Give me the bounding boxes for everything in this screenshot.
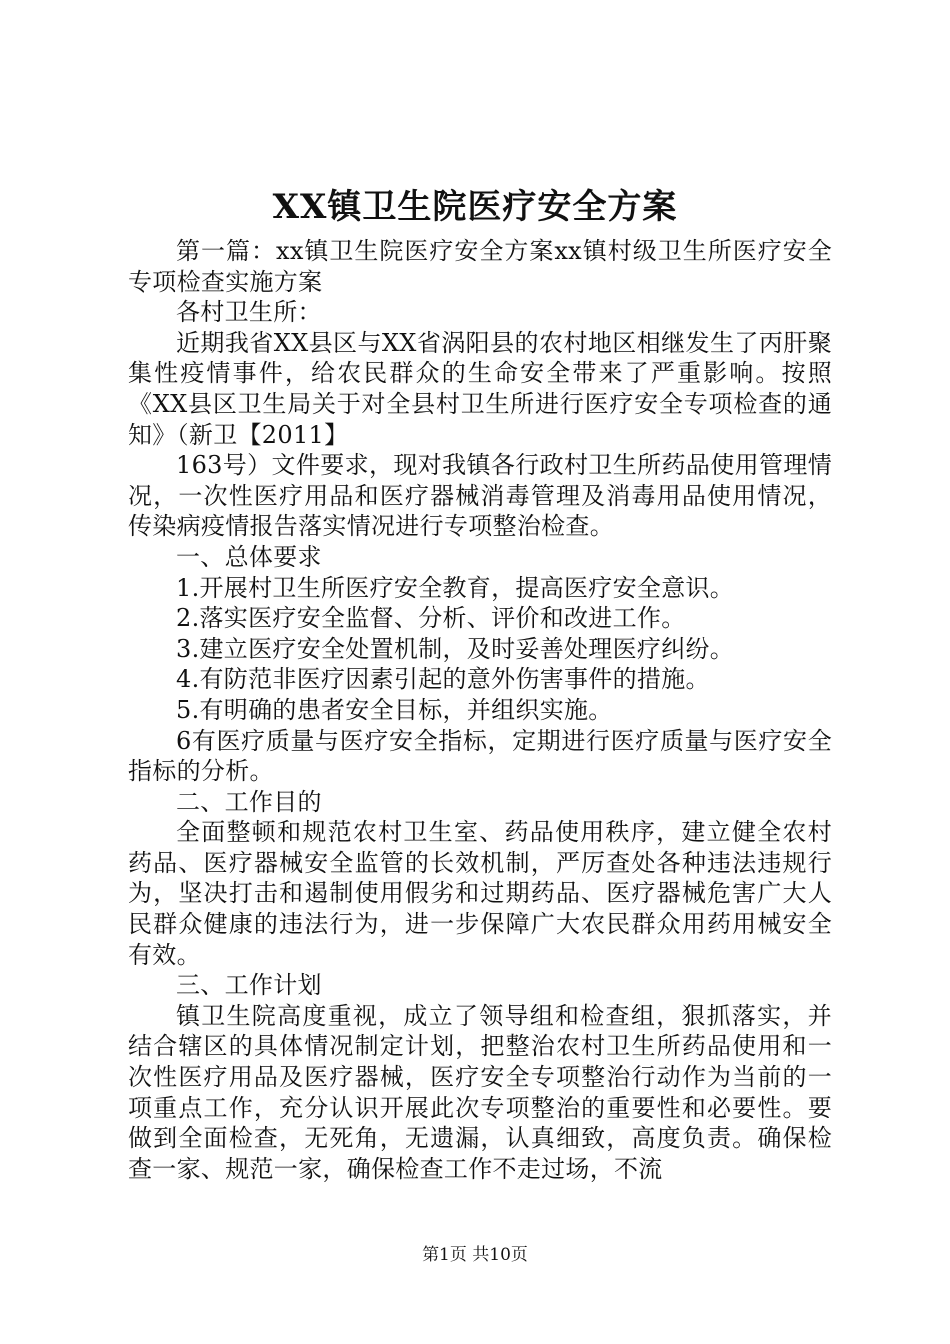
section-heading-general-requirements: 一、总体要求 — [176, 542, 322, 571]
list-item-3: 3.建立医疗安全处置机制，及时妥善处理医疗纠纷。 — [176, 634, 735, 663]
section-heading-work-objectives: 二、工作目的 — [176, 787, 322, 816]
paragraph-part-one-heading: 第一篇：xx镇卫生院医疗安全方案xx镇村级卫生所医疗安全专项检查实施方案 — [128, 237, 832, 296]
list-item-6: 6有医疗质量与医疗安全指标，定期进行医疗质量与医疗安全指标的分析。 — [128, 726, 832, 786]
paragraph-background: 近期我省XX县区与XX省涡阳县的农村地区相继发生了丙肝聚集性疫情事件，给农民群众的生命安全带来了严重影响。按照《XX县区卫生局关于对全县村卫生所进行医疗安全专项检查的通知》（新卫【2011】 — [128, 328, 832, 449]
list-item-2: 2.落实医疗安全监督、分析、评价和改进工作。 — [176, 604, 686, 633]
paragraph-salutation: 各村卫生所： — [176, 298, 322, 327]
paragraph-work-objectives: 全面整顿和规范农村卫生室、药品使用秩序，建立健全农村药品、医疗器械安全监管的长效机制，严厉查处各种违法违规行为，坚决打击和遏制使用假劣和过期药品、医疗器械危害广大人民群众健康的违法行为，进一步保障广大农民群众用药用械安全有效。 — [128, 818, 832, 969]
section-heading-work-plan: 三、工作计划 — [176, 971, 322, 1000]
document-title: XX镇卫生院医疗安全方案 — [272, 187, 678, 227]
page-number-footer: 第1页 共10页 — [422, 1245, 528, 1265]
paragraph-document-requirement: 163号）文件要求，现对我镇各行政村卫生所药品使用管理情况，一次性医疗用品和医疗器械消毒管理及消毒用品使用情况，传染病疫情报告落实情况进行专项整治检查。 — [128, 451, 832, 541]
list-item-1: 1.开展村卫生所医疗安全教育，提高医疗安全意识。 — [176, 573, 735, 602]
paragraph-work-plan: 镇卫生院高度重视，成立了领导组和检查组，狠抓落实，并结合辖区的具体情况制定计划，把整治农村卫生所药品使用和一次性医疗用品及医疗器械，医疗安全专项整治行动作为当前的一项重点工作，充分认识开展此次专项整治的重要性和必要性。要做到全面检查，无死角，无遗漏，认真细致，高度负责。确保检查一家、规范一家，确保检查工作不走过场，不流 — [128, 1001, 832, 1183]
document-body — [128, 236, 832, 1184]
list-item-5: 5.有明确的患者安全目标，并组织实施。 — [176, 695, 613, 724]
list-item-4: 4.有防范非医疗因素引起的意外伤害事件的措施。 — [176, 665, 710, 694]
